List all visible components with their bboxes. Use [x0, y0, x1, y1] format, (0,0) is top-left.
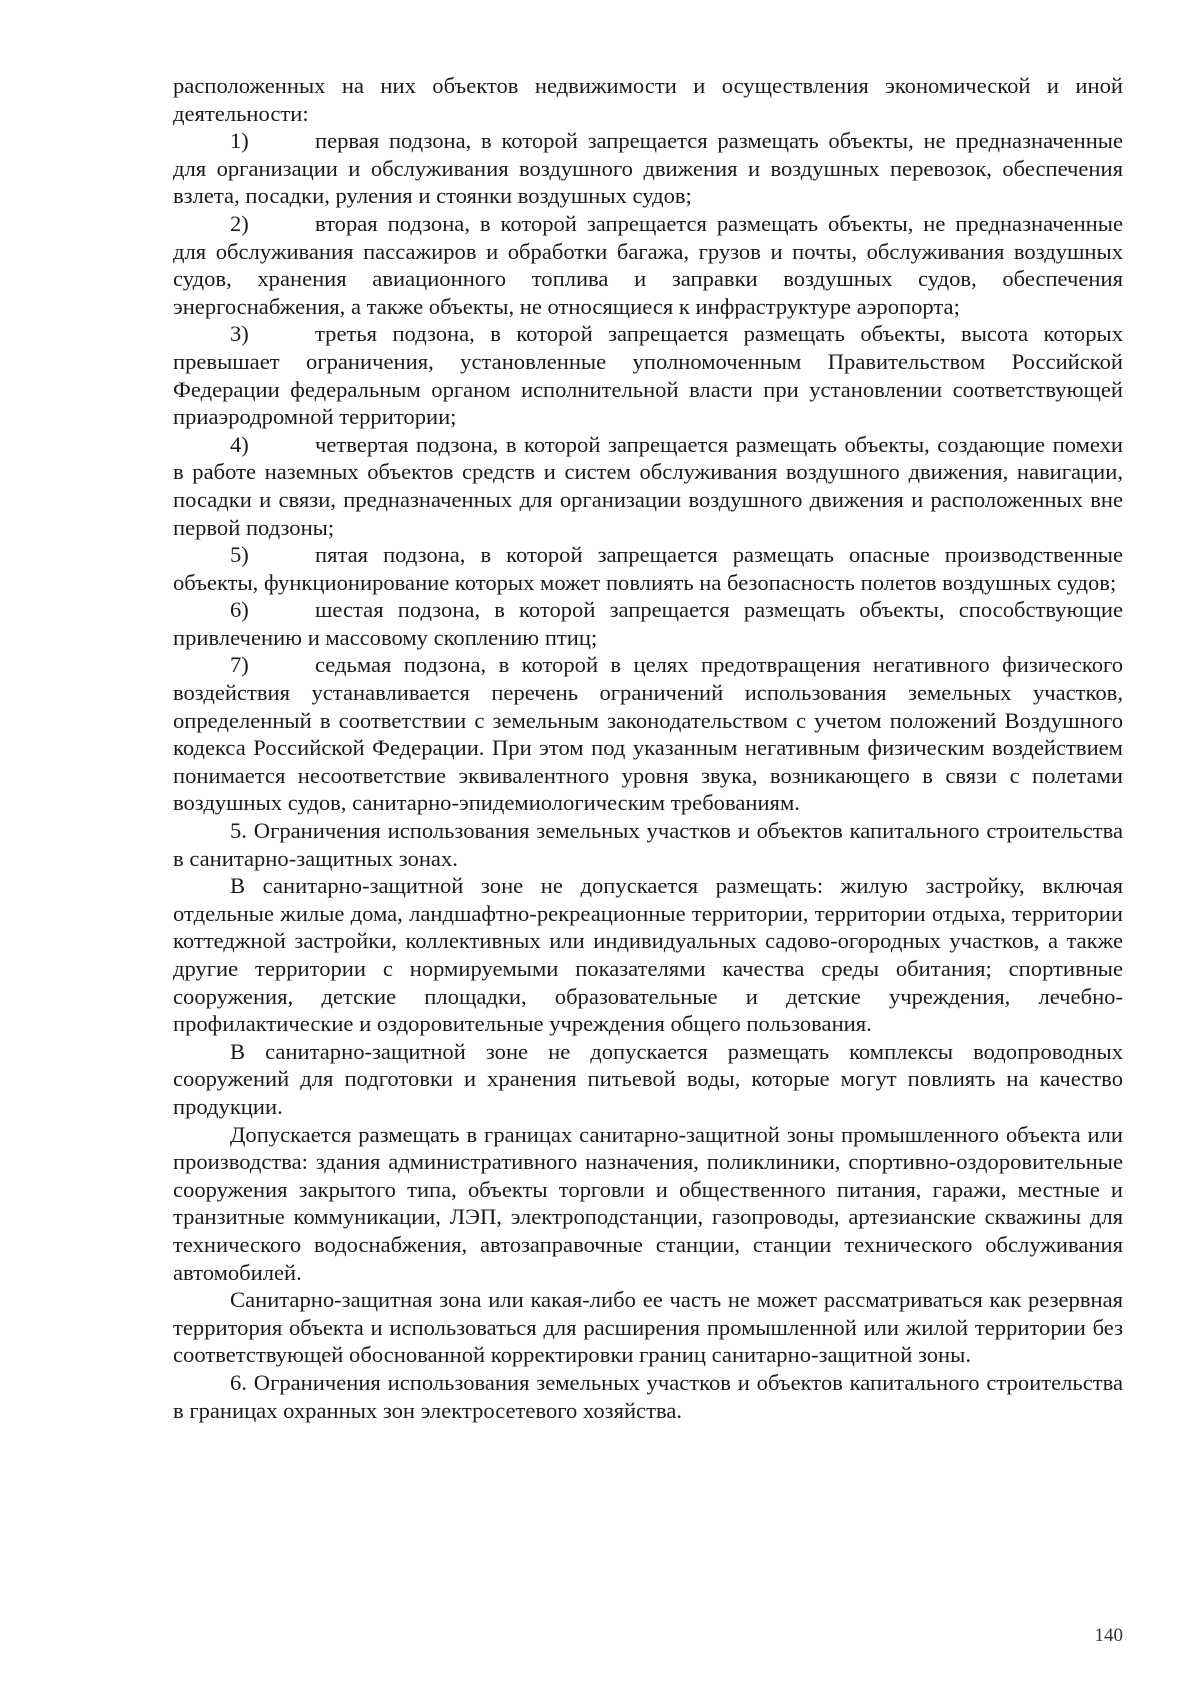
- list-item-number: 6): [230, 597, 249, 623]
- section-5-paragraph: В санитарно-защитной зоне не допускается размещать: жилую застройку, включая отдельные жилые дома, ландшафтно-рекреационные территории, территории отдыха, территории коттеджной застройки, коллективных или индивидуальных садово-огородных участков, а также другие территории с нормируемыми показателями качества среды обитания; спортивные сооружения, детские площадки, образовательные и детские учреждения, лечебно-профилактические и оздоровительные учреждения общего пользования.: [173, 873, 1123, 1037]
- list-item-number: 4): [230, 431, 249, 457]
- list-item-text: первая подзона, в которой запрещается размещать объекты, не предназначенные для организации и обслуживания воздушного движения и воздушных перевозок, обеспечения взлета, посадки, руления и стоянки воздушных судов;: [173, 128, 1123, 209]
- list-item-text: вторая подзона, в которой запрещается размещать объекты, не предназначенные для обслуживания пассажиров и обработки багажа, грузов и почты, обслуживания воздушных судов, хранения авиационного топлива и заправки воздушных судов, обеспечения энергоснабжения, а также объекты, не относящиеся к инфраструктуре аэропорта;: [173, 210, 1123, 319]
- list-item: [173, 210, 1123, 320]
- list-item-number: 5): [230, 542, 249, 568]
- list-item: [173, 127, 1123, 210]
- list-item-text: шестая подзона, в которой запрещается размещать объекты, способствующие привлечению и массовому скоплению птиц;: [173, 597, 1123, 650]
- list-item-number: 2): [230, 210, 249, 236]
- section-5-paragraph: Санитарно-защитная зона или какая-либо ее часть не может рассматриваться как резервная территория объекта и использоваться для расширения промышленной или жилой территории без соответствующей обоснованной корректировки границ санитарно-защитной зоны.: [173, 1287, 1123, 1368]
- list-item: [173, 651, 1123, 817]
- page-number: 140: [1094, 1625, 1123, 1646]
- section-5-paragraph: В санитарно-защитной зоне не допускается размещать комплексы водопроводных сооружений для подготовки и хранения питьевой воды, которые могут повлиять на качество продукции.: [173, 1038, 1123, 1119]
- document-page: [173, 72, 1123, 1424]
- list-item: [173, 431, 1123, 541]
- list-item-number: 1): [230, 128, 249, 154]
- list-item-number: 7): [230, 652, 249, 678]
- subzone-list: [173, 127, 1123, 817]
- list-item-text: третья подзона, в которой запрещается размещать объекты, высота которых превышает ограничения, установленные уполномоченным Правительством Российской Федерации федеральным органом исполнительной власти при установлении соответствующей приаэродромной территории;: [173, 321, 1123, 430]
- list-item-text: пятая подзона, в которой запрещается размещать опасные производственные объекты, функционирование которых может повлиять на безопасность полетов воздушных судов;: [173, 542, 1123, 595]
- list-item-number: 3): [230, 321, 249, 347]
- section-5-paragraph: Допускается размещать в границах санитарно-защитной зоны промышленного объекта или производства: здания административного назначения, поликлиники, спортивно-оздоровительные сооружения закрытого типа, объекты торговли и общественного питания, гаражи, местные и транзитные коммуникации, ЛЭП, электроподстанции, газопроводы, артезианские скважины для технического водоснабжения, автозаправочные станции, станции технического обслуживания автомобилей.: [173, 1121, 1123, 1285]
- intro-paragraph: расположенных на них объектов недвижимости и осуществления экономической и иной деятельности:: [173, 73, 1123, 126]
- list-item: [173, 596, 1123, 651]
- list-item-text: четвертая подзона, в которой запрещается размещать объекты, создающие помехи в работе наземных объектов средств и систем обслуживания воздушного движения, навигации, посадки и связи, предназначенных для организации воздушного движения и расположенных вне первой подзоны;: [173, 431, 1123, 540]
- list-item: [173, 320, 1123, 430]
- section-5-heading: 5. Ограничения использования земельных участков и объектов капитального строительства в санитарно-защитных зонах.: [173, 818, 1123, 871]
- list-item: [173, 541, 1123, 596]
- list-item-text: седьмая подзона, в которой в целях предотвращения негативного физического воздействия устанавливается перечень ограничений использования земельных участков, определенный в соответствии с земельным законодательством с учетом положений Воздушного кодекса Российской Федерации. При этом под указанным негативным физическим воздействием понимается несоответствие эквивалентного уровня звука, возникающего в связи с полетами воздушных судов, санитарно-эпидемиологическим требованиям.: [173, 652, 1123, 816]
- section-6-heading: 6. Ограничения использования земельных участков и объектов капитального строительства в границах охранных зон электросетевого хозяйства.: [173, 1369, 1123, 1423]
